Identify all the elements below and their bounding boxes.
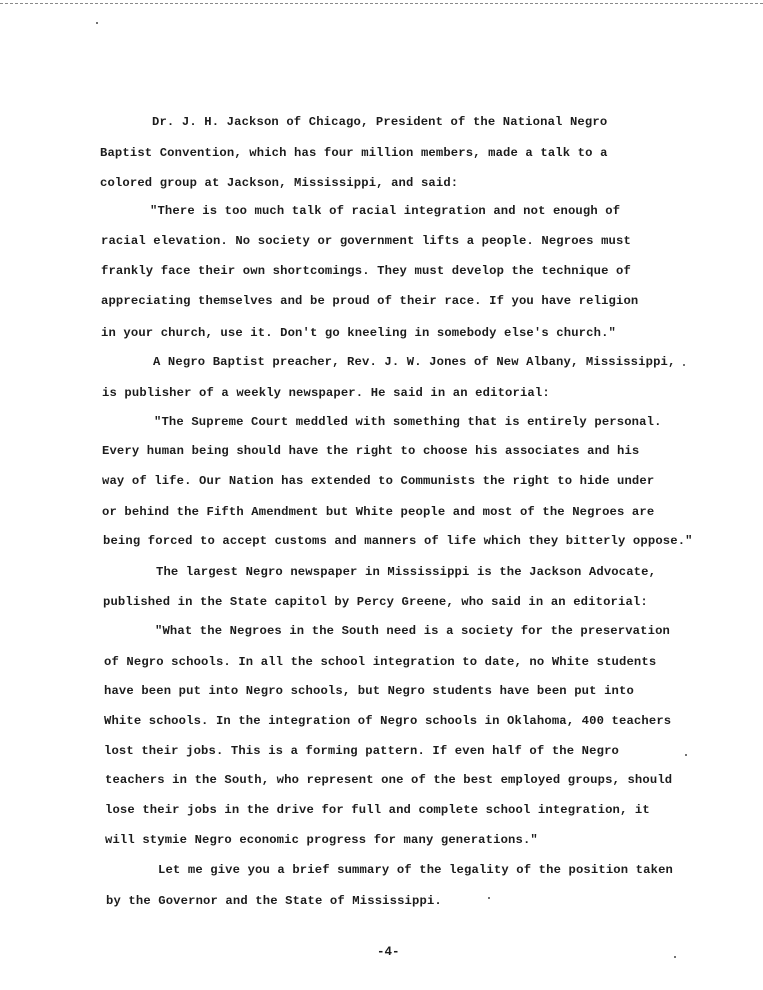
text-line-12: Every human being should have the right to choose his associates and his <box>102 444 640 458</box>
text-line-21: White schools. In the integration of Negro schools in Oklahoma, 400 teachers <box>104 714 672 728</box>
text-line-1: Dr. J. H. Jackson of Chicago, President of the National Negro <box>152 115 608 129</box>
ink-speck <box>96 22 98 24</box>
page-number: -4- <box>377 945 400 959</box>
ink-speck <box>683 364 685 366</box>
text-line-10: is publisher of a weekly newspaper. He said in an editorial: <box>102 386 550 400</box>
text-line-14: or behind the Fifth Amendment but White people and most of the Negroes are <box>102 505 655 519</box>
text-line-3: colored group at Jackson, Mississippi, and said: <box>100 176 459 190</box>
text-line-15: being forced to accept customs and manners of life which they bitterly oppose." <box>103 534 693 548</box>
text-line-20: have been put into Negro schools, but Negro students have been put into <box>104 684 634 698</box>
text-line-18: "What the Negroes in the South need is a society for the preservation <box>155 624 670 638</box>
text-line-6: frankly face their own shortcomings. They must develop the technique of <box>101 264 631 278</box>
text-line-7: appreciating themselves and be proud of their race. If you have religion <box>101 294 639 308</box>
text-line-22: lost their jobs. This is a forming pattern. If even half of the Negro <box>104 744 619 758</box>
text-line-23: teachers in the South, who represent one of the best employed groups, should <box>105 773 673 787</box>
text-line-24: lose their jobs in the drive for full and complete school integration, it <box>105 803 650 817</box>
text-line-4: "There is too much talk of racial integration and not enough of <box>150 204 621 218</box>
text-line-2: Baptist Convention, which has four million members, made a talk to a <box>100 146 608 160</box>
page-top-edge <box>0 3 763 4</box>
ink-speck <box>685 754 687 756</box>
ink-speck <box>488 897 490 899</box>
text-line-9: A Negro Baptist preacher, Rev. J. W. Jones of New Albany, Mississippi, <box>153 355 676 369</box>
ink-speck <box>674 956 676 958</box>
text-line-13: way of life. Our Nation has extended to Communists the right to hide under <box>102 474 655 488</box>
text-line-26: Let me give you a brief summary of the legality of the position taken <box>158 863 673 877</box>
text-line-16: The largest Negro newspaper in Mississippi is the Jackson Advocate, <box>156 565 657 579</box>
text-line-11: "The Supreme Court meddled with something that is entirely personal. <box>154 415 662 429</box>
text-line-27: by the Governor and the State of Mississippi. <box>106 894 442 908</box>
text-line-25: will stymie Negro economic progress for many generations." <box>105 833 538 847</box>
text-line-19: of Negro schools. In all the school integration to date, no White students <box>104 655 657 669</box>
text-line-5: racial elevation. No society or government lifts a people. Negroes must <box>101 234 631 248</box>
text-line-8: in your church, use it. Don't go kneeling in somebody else's church." <box>101 326 616 340</box>
text-line-17: published in the State capitol by Percy Greene, who said in an editorial: <box>103 595 648 609</box>
